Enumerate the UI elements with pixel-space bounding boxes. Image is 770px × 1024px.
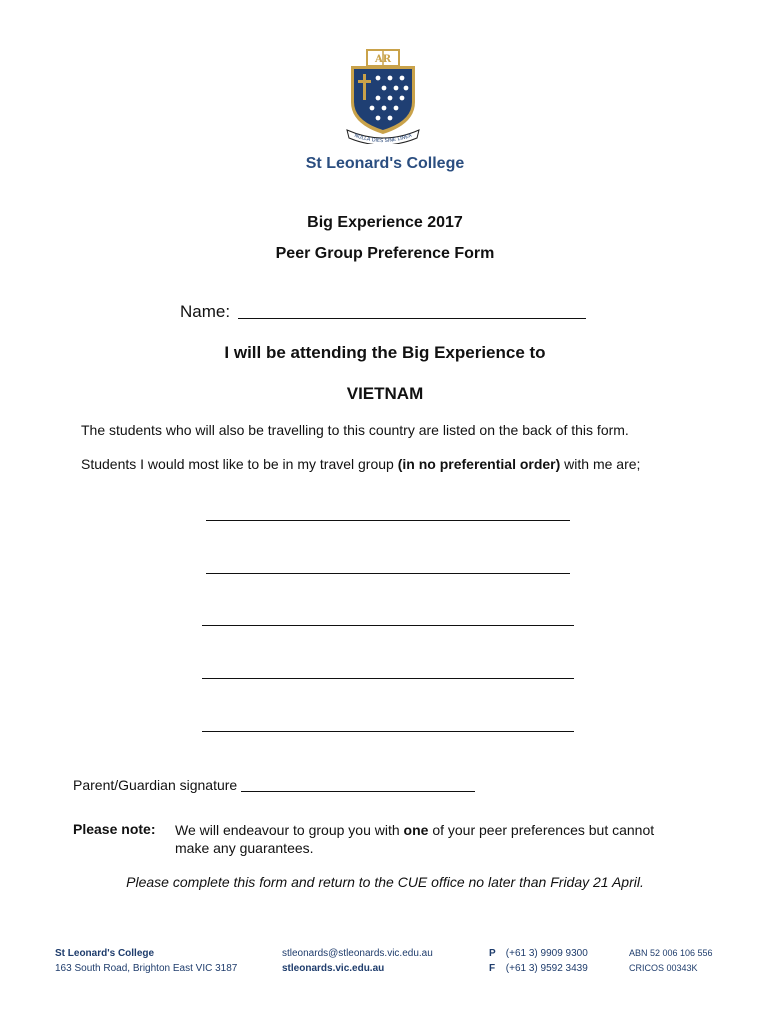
form-subtitle: Peer Group Preference Form	[275, 245, 495, 262]
note-label: Please note:	[73, 821, 156, 837]
note-text	[175, 821, 675, 857]
destination-country: VIETNAM	[346, 384, 424, 403]
svg-text:NULLA DIES SINE LINEA: NULLA DIES SINE LINEA	[353, 132, 413, 144]
phone-label: P	[489, 948, 496, 959]
note-emphasis: one	[403, 822, 429, 838]
preference-line-2[interactable]	[206, 573, 570, 574]
svg-text:AR: AR	[374, 54, 392, 65]
instruction-emphasis: (in no preferential order)	[397, 456, 561, 472]
footer-contact-block	[282, 946, 433, 976]
footer-address: 163 South Road, Brighton East VIC 3187	[55, 963, 238, 974]
name-label: Name:	[180, 302, 231, 321]
preference-line-4[interactable]	[202, 678, 574, 679]
info-paragraph: The students who will also be travelling to this country are listed on the back of this form.	[81, 422, 629, 438]
instruction-text-end: with me are;	[560, 456, 641, 472]
signature-row	[73, 777, 475, 793]
footer-registration-block	[629, 946, 713, 976]
footer-phone: (+61 3) 9909 9300	[505, 948, 588, 959]
attending-statement: I will be attending the Big Experience to	[224, 343, 546, 362]
preference-line-3[interactable]	[202, 625, 574, 626]
note-text-end: of your peer preferences but cannot make any guarantees.	[175, 822, 655, 856]
signature-label: Parent/Guardian signature	[73, 777, 238, 793]
footer-email[interactable]: stleonards@stleonards.vic.edu.au	[282, 948, 433, 959]
note-text-start: We will endeavour to group you with	[175, 822, 404, 838]
footer-fax: (+61 3) 9592 3439	[505, 963, 588, 974]
name-blank-line[interactable]	[238, 318, 586, 319]
footer-college-name: St Leonard's College	[55, 948, 155, 959]
closing-instruction: Please complete this form and return to the CUE office no later than Friday 21 April.	[126, 874, 644, 890]
preference-instruction	[81, 456, 640, 472]
name-field-row	[180, 302, 586, 322]
college-name: St Leonard's College	[305, 155, 465, 172]
footer-website[interactable]: stleonards.vic.edu.au	[282, 963, 385, 974]
fax-label: F	[489, 963, 496, 974]
footer-address-block	[55, 946, 237, 976]
preference-line-5[interactable]	[202, 731, 574, 732]
signature-blank-line[interactable]	[241, 791, 475, 792]
footer-abn: ABN 52 006 106 556	[629, 948, 713, 958]
college-crest-logo	[345, 48, 421, 144]
preference-line-1[interactable]	[206, 520, 570, 521]
footer-cricos: CRICOS 00343K	[629, 963, 698, 973]
form-title: Big Experience 2017	[307, 214, 463, 231]
instruction-text: Students I would most like to be in my travel group	[81, 456, 398, 472]
footer-phone-block	[489, 946, 588, 976]
